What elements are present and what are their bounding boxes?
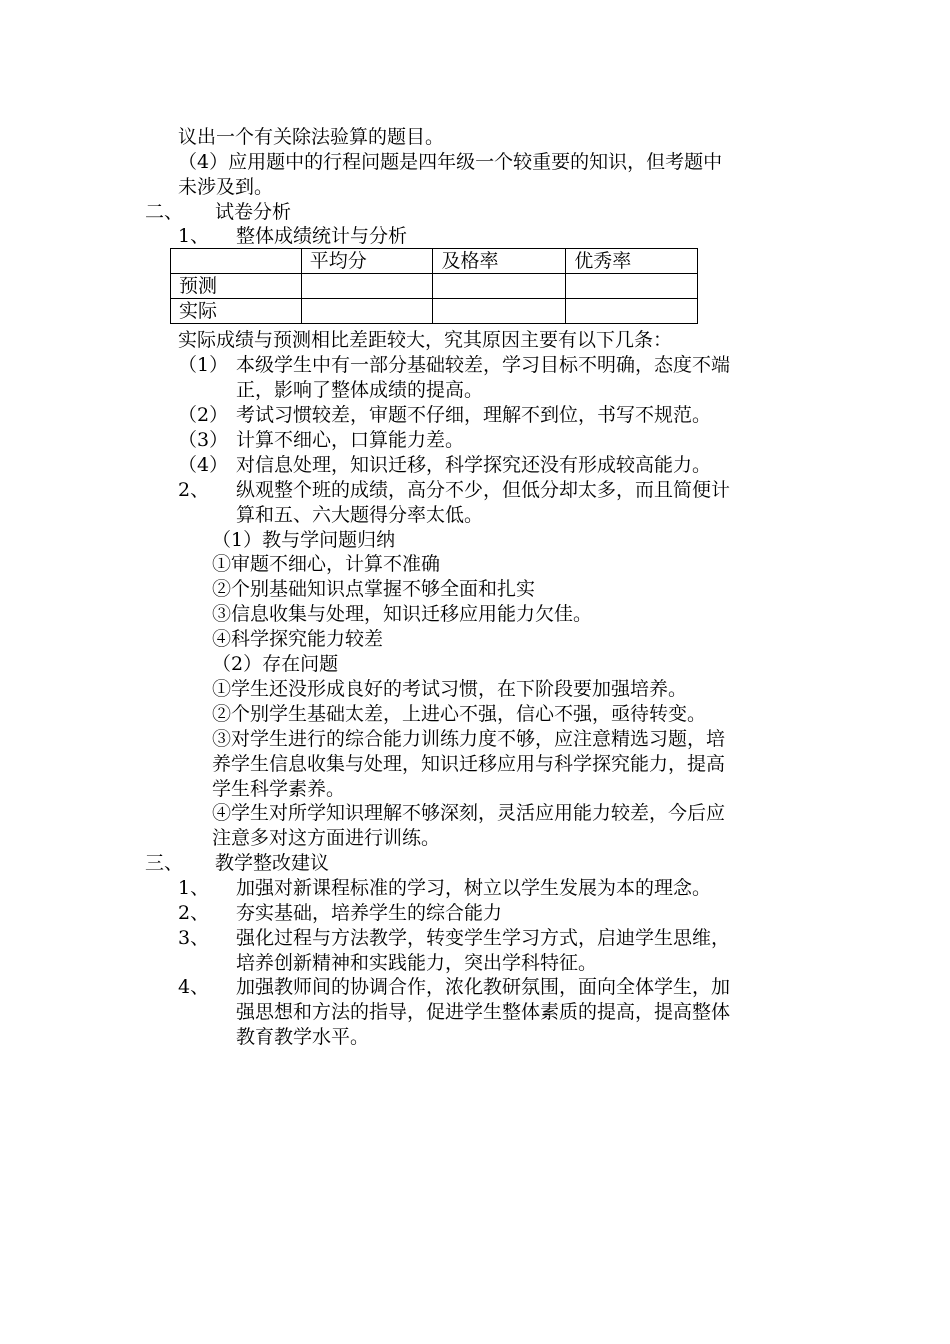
section2-number: 二、 <box>145 201 184 223</box>
sub2-text: 纵观整个班的成绩，高分不少，但低分却太多，而且简便计 <box>236 479 731 501</box>
table-cell: 实际 <box>171 299 302 324</box>
suggestion-number: 3、 <box>178 927 210 949</box>
section3-title: 教学整改建议 <box>215 852 330 874</box>
table-header-cell: 及格率 <box>433 249 566 274</box>
reason-text: 本级学生中有一部分基础较差，学习目标不明确，态度不端 <box>236 354 731 376</box>
section2-title: 试卷分析 <box>215 201 292 223</box>
suggestion-number: 1、 <box>178 877 210 899</box>
suggestion-text: 强思想和方法的指导，促进学生整体素质的提高，提高整体 <box>236 1001 731 1023</box>
part1-item: ④科学探究能力较差 <box>212 628 384 650</box>
part2-item: ③对学生进行的综合能力训练力度不够，应注意精选习题，培 <box>212 728 726 750</box>
suggestion-text: 加强教师间的协调合作，浓化教研氛围，面向全体学生，加 <box>236 976 731 998</box>
part2-item: ①学生还没形成良好的考试习惯，在下阶段要加强培养。 <box>212 678 688 700</box>
table-cell <box>566 274 698 299</box>
suggestion-number: 2、 <box>178 902 210 924</box>
table-cell <box>566 299 698 324</box>
sub1-number: 1、 <box>178 225 210 247</box>
part1-item: ③信息收集与处理，知识迁移应用能力欠佳。 <box>212 603 593 625</box>
suggestion-text: 夯实基础，培养学生的综合能力 <box>236 902 503 924</box>
reason-label: （2） <box>178 404 229 426</box>
sub2-text: 算和五、六大题得分率太低。 <box>236 504 484 526</box>
reason-text: 考试习惯较差，审题不仔细，理解不到位，书写不规范。 <box>236 404 712 426</box>
table-cell <box>301 274 433 299</box>
intro-line: 议出一个有关除法验算的题目。 <box>178 126 445 148</box>
table-cell <box>301 299 433 324</box>
reason-text: 对信息处理，知识迁移，科学探究还没有形成较高能力。 <box>236 454 712 476</box>
part2-title: （2）存在问题 <box>212 653 339 675</box>
section3-number: 三、 <box>145 852 184 874</box>
score-stats-table <box>170 248 698 324</box>
table-cell <box>433 299 566 324</box>
suggestion-text: 强化过程与方法教学，转变学生学习方式，启迪学生思维， <box>236 927 731 949</box>
table-header-cell: 平均分 <box>301 249 433 274</box>
part2-item: 注意多对这方面进行训练。 <box>212 827 441 849</box>
table-cell: 预测 <box>171 274 302 299</box>
part1-item: ②个别基础知识点掌握不够全面和扎实 <box>212 578 536 600</box>
part2-item: ②个别学生基础太差，上进心不强，信心不强，亟待转变。 <box>212 703 707 725</box>
suggestion-number: 4、 <box>178 976 210 998</box>
analysis-lead: 实际成绩与预测相比差距较大，究其原因主要有以下几条： <box>178 329 673 351</box>
part2-item: 学生科学素养。 <box>212 778 346 800</box>
table-row <box>171 274 698 299</box>
table-header-cell <box>171 249 302 274</box>
part1-item: ①审题不细心，计算不准确 <box>212 553 441 575</box>
table-header-row <box>171 249 698 274</box>
suggestion-text: 培养创新精神和实践能力，突出学科特征。 <box>236 952 598 974</box>
part2-item: ④学生对所学知识理解不够深刻，灵活应用能力较差，今后应 <box>212 802 726 824</box>
reason-text: 正，影响了整体成绩的提高。 <box>236 379 484 401</box>
sub1-title: 整体成绩统计与分析 <box>236 225 408 247</box>
part2-item: 养学生信息收集与处理，知识迁移应用与科学探究能力，提高 <box>212 753 726 775</box>
suggestion-text: 教育教学水平。 <box>236 1026 370 1048</box>
intro-item4-line1: （4）应用题中的行程问题是四年级一个较重要的知识，但考题中 <box>178 151 723 173</box>
sub2-number: 2、 <box>178 479 210 501</box>
reason-label: （1） <box>178 354 229 376</box>
part1-title: （1）教与学问题归纳 <box>212 529 396 551</box>
suggestion-text: 加强对新课程标准的学习，树立以学生发展为本的理念。 <box>236 877 712 899</box>
reason-label: （3） <box>178 429 229 451</box>
table-header-cell: 优秀率 <box>566 249 698 274</box>
reason-label: （4） <box>178 454 229 476</box>
table-row <box>171 299 698 324</box>
table-cell <box>433 274 566 299</box>
intro-item4-line2: 未涉及到。 <box>178 176 274 198</box>
reason-text: 计算不细心，口算能力差。 <box>236 429 465 451</box>
